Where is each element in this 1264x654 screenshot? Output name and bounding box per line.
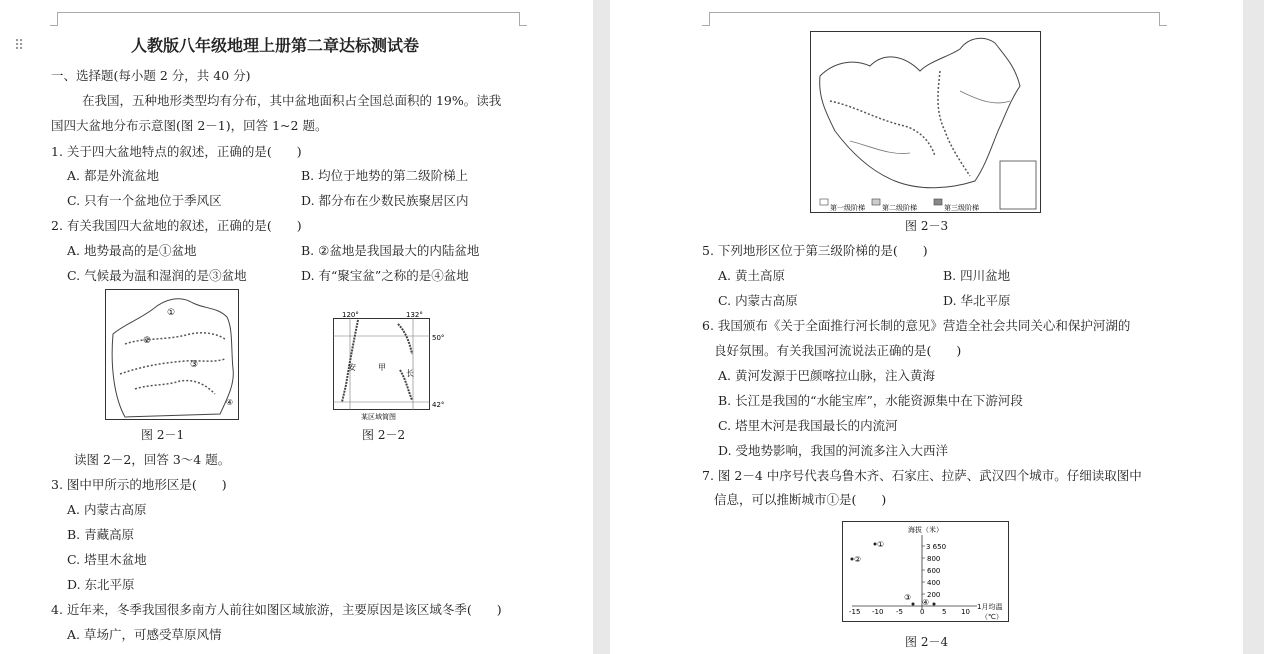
q3-option-a: A. 内蒙古高原	[67, 502, 147, 517]
label-jia: 甲	[378, 363, 386, 372]
legend-step-2: 第二级阶梯	[882, 204, 917, 212]
section-heading: 一、选择题(每小题 2 分，共 40 分)	[51, 68, 251, 83]
figure-city-chart	[842, 521, 1009, 622]
q5-option-d: D. 华北平原	[943, 293, 1011, 308]
intro-line-2: 国四大盆地分布示意图(图 2－1)，回答 1~2 题。	[51, 118, 328, 133]
basin-label: ③	[190, 360, 199, 370]
legend-step-1: 第一级阶梯	[830, 204, 865, 212]
page-title: 人教版八年级地理上册第二章达标测试卷	[131, 36, 420, 55]
y-tick: 400	[927, 579, 941, 587]
city-point	[933, 603, 936, 606]
q1-option-c: C. 只有一个盆地位于季风区	[67, 193, 222, 208]
x-tick: 10	[961, 608, 970, 616]
x-tick: -15	[849, 608, 861, 616]
q3-option-b: B. 青藏高原	[67, 527, 135, 542]
city-label: ①	[877, 540, 885, 549]
question-1: 1. 关于四大盆地特点的叙述，正确的是( )	[51, 144, 302, 159]
longitude-label: 132°	[406, 311, 423, 319]
y-tick: 3 650	[926, 543, 947, 551]
label-chang: 长	[406, 369, 414, 378]
question-5: 5. 下列地形区位于第三级阶梯的是( )	[702, 243, 928, 258]
x-tick: -5	[896, 608, 903, 616]
figure-subtitle: 某区域简图	[361, 413, 396, 421]
intro-line-1: 在我国，五种地形类型均有分布，其中盆地面积占全国总面积的 19%。读我	[82, 93, 502, 108]
question-3: 3. 图中甲所示的地形区是( )	[51, 477, 227, 492]
q5-option-a: A. 黄土高原	[718, 268, 785, 283]
basin-label: ①	[167, 308, 176, 318]
q6-option-c: C. 塔里木河是我国最长的内流河	[718, 418, 898, 433]
figure-2-4-caption: 图 2－4	[905, 635, 949, 649]
city-label: ②	[854, 555, 862, 564]
figure-2-2-caption: 图 2－2	[362, 428, 406, 442]
q2-option-c: C. 气候最为温和湿润的是③盆地	[67, 268, 247, 283]
q6-option-b: B. 长江是我国的“水能宝库”，水能资源集中在下游河段	[718, 393, 1023, 408]
question-6-line-1: 6. 我国颁布《关于全面推行河长制的意见》营造全社会共同关心和保护河湖的	[702, 318, 1131, 333]
x-axis-label: 1月均温	[977, 603, 1003, 611]
y-tick: 600	[927, 567, 941, 575]
basin-label: ④	[226, 398, 234, 407]
question-6-line-2: 良好氛围。有关我国河流说法正确的是( )	[714, 343, 962, 358]
q6-option-a: A. 黄河发源于巴颜喀拉山脉，注入黄海	[718, 368, 935, 383]
question-7-line-2: 信息，可以推断城市①是( )	[714, 492, 887, 507]
latitude-label: 42°	[432, 401, 445, 409]
q3-option-c: C. 塔里木盆地	[67, 552, 147, 567]
y-tick: 800	[927, 555, 941, 563]
figure-region-map	[328, 310, 448, 422]
reading-instruction: 读图 2－2，回答 3～4 题。	[74, 452, 231, 467]
q3-option-d: D. 东北平原	[67, 577, 135, 592]
figure-terrain-steps-map	[810, 31, 1041, 213]
q6-option-d: D. 受地势影响，我国的河流多注入大西洋	[718, 443, 949, 458]
y-tick: 200	[927, 591, 941, 599]
q1-option-a: A. 都是外流盆地	[67, 168, 159, 183]
question-2: 2. 有关我国四大盆地的叙述，正确的是( )	[51, 218, 302, 233]
y-axis-label: 海拔（米）	[908, 526, 943, 534]
figure-2-1-caption: 图 2－1	[141, 428, 185, 442]
q5-option-c: C. 内蒙古高原	[718, 293, 798, 308]
figure-2-3-caption: 图 2－3	[905, 219, 949, 233]
question-7-line-1: 7. 图 2－4 中序号代表乌鲁木齐、石家庄、拉萨、武汉四个城市。仔细读取图中	[702, 468, 1142, 483]
q4-option-a: A. 草场广，可感受草原风情	[67, 627, 222, 642]
longitude-label: 120°	[342, 311, 359, 319]
figure-basins-map	[105, 289, 239, 420]
x-tick: 5	[942, 608, 947, 616]
drag-handle-icon[interactable]: ⠿	[14, 38, 25, 54]
x-tick: -10	[872, 608, 884, 616]
q5-option-b: B. 四川盆地	[943, 268, 1011, 283]
legend-step-3: 第三级阶梯	[944, 204, 979, 212]
q2-option-a: A. 地势最高的是①盆地	[67, 243, 197, 258]
latitude-label: 50°	[432, 334, 445, 342]
x-tick: 0	[920, 608, 925, 616]
scroll-gutter	[1243, 0, 1264, 654]
q1-option-d: D. 都分布在少数民族聚居区内	[301, 193, 469, 208]
label-an: 安	[348, 363, 356, 372]
basin-label: ②	[143, 336, 152, 346]
q2-option-d: D. 有“聚宝盆”之称的是④盆地	[301, 268, 469, 283]
q1-option-b: B. 均位于地势的第二级阶梯上	[301, 168, 469, 183]
question-4: 4. 近年来，冬季我国很多南方人前往如图区域旅游，主要原因是该区域冬季( )	[51, 602, 502, 617]
city-point	[912, 603, 915, 606]
q2-option-b: B. ②盆地是我国最大的内陆盆地	[301, 243, 480, 258]
x-axis-unit: （℃）	[981, 613, 1003, 621]
city-label: ③	[904, 593, 912, 602]
city-label: ④	[922, 598, 930, 607]
